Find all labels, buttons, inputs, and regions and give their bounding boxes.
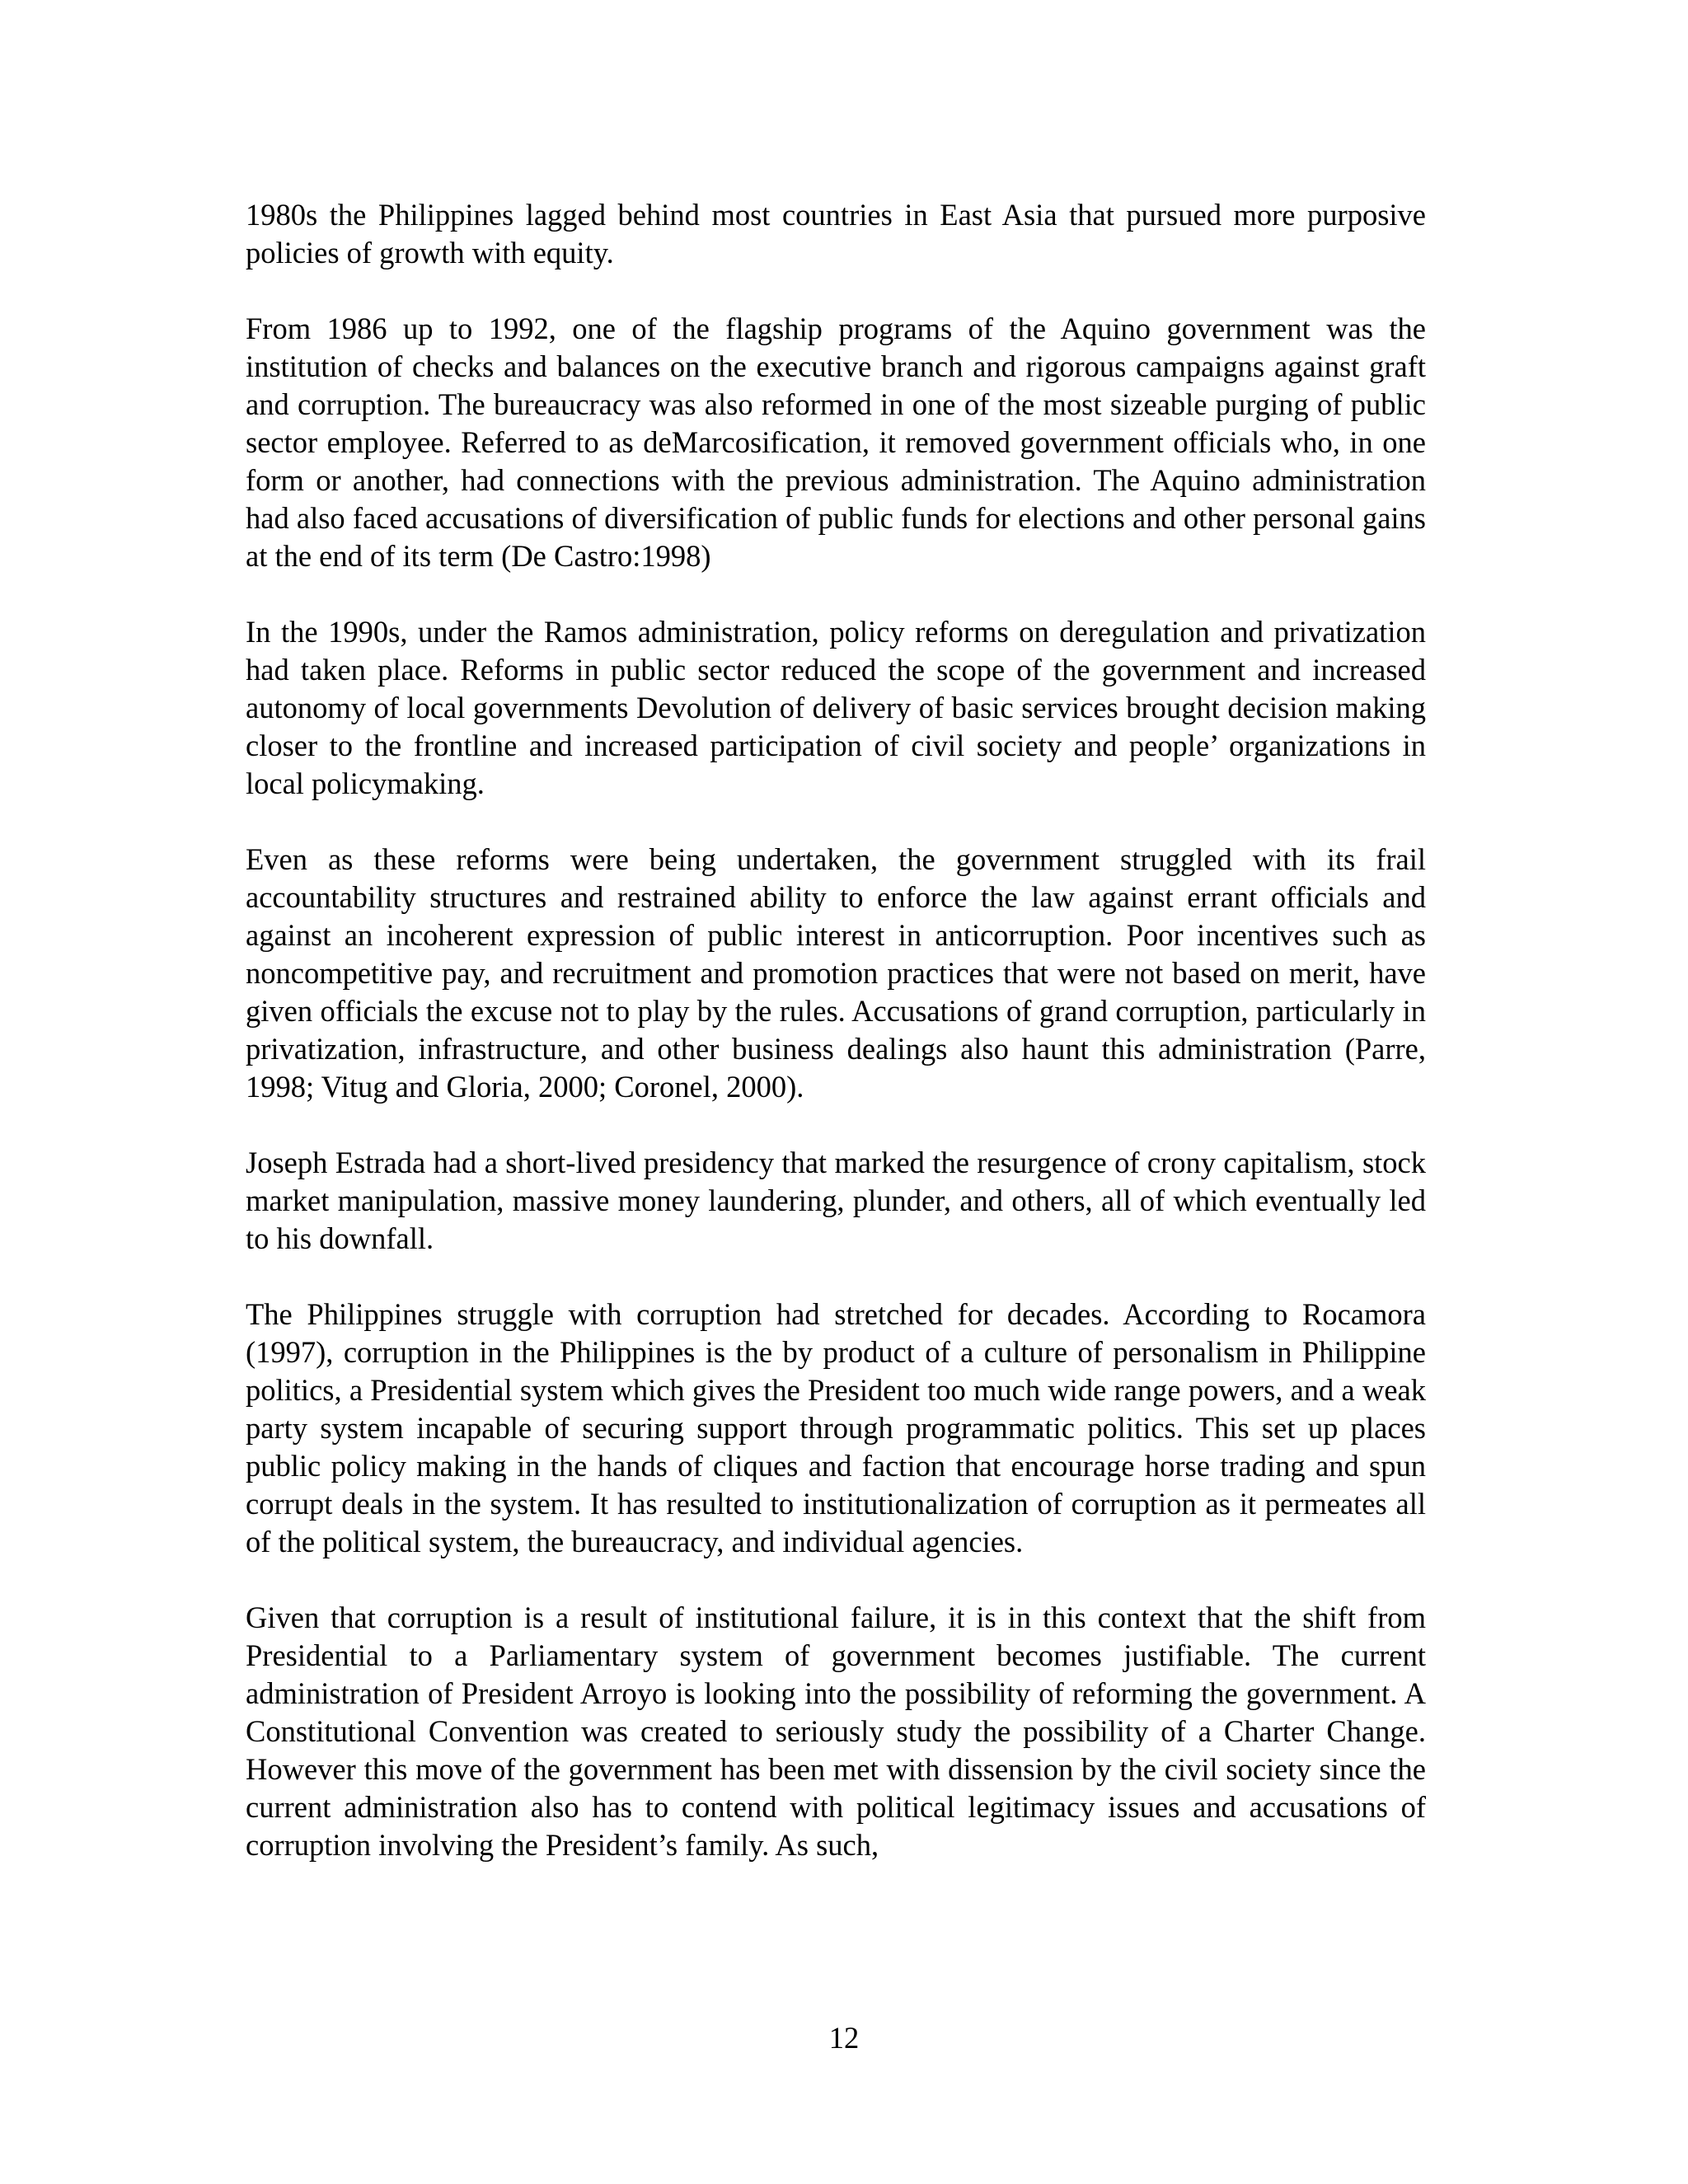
paragraph-4: Even as these reforms were being undertaken, the government struggled with its frail accountability structures and restrained ability to enforce the law against errant officials and against an incoherent expression of public interest in anticorruption. Poor incentives such as noncompetitive pay, and recruitment and promotion practices that were not based on merit, have given officials the excuse not to play by the rules. Accusations of grand corruption, particularly in privatization, infrastructure, and other business dealings also haunt this administration (Parre, 1998; Vitug and Gloria, 2000; Coronel, 2000).: [246, 842, 1426, 1104]
paragraph-2: From 1986 up to 1992, one of the flagship programs of the Aquino government was the institution of checks and balances on the executive branch and rigorous campaigns against graft and corruption. The bureaucracy was also reformed in one of the most sizeable purging of public sector employee. Referred to as deMarcosification, it removed government officials who, in one form or another, had connections with the previous administration. The Aquino administration had also faced accusations of diversification of public funds for elections and other personal gains at the end of its term (De Castro:1998): [246, 312, 1426, 573]
page-number: 12: [828, 2021, 860, 2055]
paragraph-3: In the 1990s, under the Ramos administration, policy reforms on deregulation and privatization had taken place. Reforms in public sector reduced the scope of the government and increased autonomy of local governments Devolution of delivery of basic services brought decision making closer to the frontline and increased participation of civil society and people’ organizations in local policymaking.: [246, 615, 1426, 800]
paragraph-1: 1980s the Philippines lagged behind most countries in East Asia that pursued more purposive policies of growth with equity.: [246, 198, 1426, 269]
body-text: [246, 196, 1426, 1902]
paragraph-6: The Philippines struggle with corruption had stretched for decades. According to Rocamora (1997), corruption in the Philippines is the by product of a culture of personalism in Philippine politics, a Presidential system which gives the President too much wide range powers, and a weak party system incapable of securing support through programmatic politics. This set up places public policy making in the hands of cliques and faction that encourage horse trading and spun corrupt deals in the system. It has resulted to institutionalization of corruption as it permeates all of the political system, the bureaucracy, and individual agencies.: [246, 1297, 1426, 1558]
paragraph-5: Joseph Estrada had a short-lived presidency that marked the resurgence of crony capitalism, stock market manipulation, massive money laundering, plunder, and others, all of which eventually led to his downfall.: [246, 1146, 1426, 1255]
paragraph-7: Given that corruption is a result of institutional failure, it is in this context that the shift from Presidential to a Parliamentary system of government becomes justifiable. The current administration of President Arroyo is looking into the possibility of reforming the government. A Constitutional Convention was created to seriously study the possibility of a Charter Change. However this move of the government has been met with dissension by the civil society since the current administration also has to contend with political legitimacy issues and accusations of corruption involving the President’s family. As such,: [246, 1601, 1426, 1862]
